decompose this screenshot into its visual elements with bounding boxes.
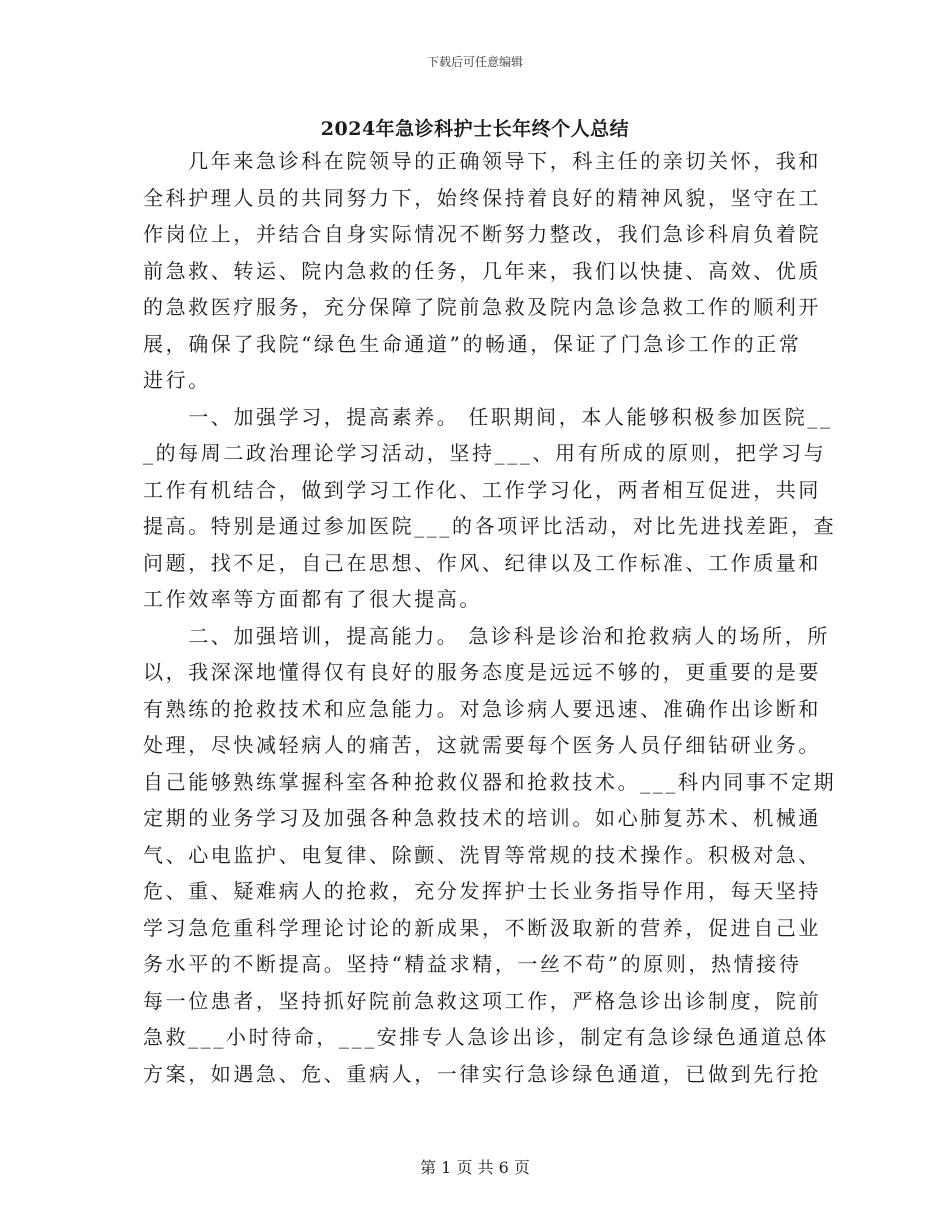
body-line: 气、心电监护、电复律、除颤、洗胃等常规的技术操作。积极对急、: [143, 842, 821, 867]
body-line: 危、重、疑难病人的抢救，充分发挥护士长业务指导作用，每天坚持: [143, 879, 821, 903]
body-line: 工作有机结合，做到学习工作化、工作学习化，两者相互促进，共同: [143, 477, 821, 502]
body-line: 一、加强学习，提高素养。 任职期间，本人能够积极参加医院__: [143, 404, 833, 429]
document-body: [143, 143, 837, 1092]
body-line: 自己能够熟练掌握科室各种抢救仪器和抢救技术。___科内同事不定期: [143, 769, 837, 794]
body-line: 每一位患者，坚持抓好院前急救这项工作，严格急诊出诊制度，院前: [143, 988, 821, 1013]
body-line: 作岗位上，并结合自身实际情况不断努力整改，我们急诊科肩负着院: [143, 222, 821, 246]
body-line: 展，确保了我院“绿色生命通道”的畅通，保证了门急诊工作的正常: [143, 331, 802, 356]
body-line: 方案，如遇急、危、重病人，一律实行急诊绿色通道，已做到先行抢: [143, 1061, 821, 1086]
body-line: 几年来急诊科在院领导的正确领导下，科主任的亲切关怀，我和: [143, 149, 821, 173]
body-line: 的急救医疗服务，充分保障了院前急救及院内急诊急救工作的顺利开: [143, 295, 821, 319]
body-line: 全科护理人员的共同努力下，始终保持着良好的精神风貌，坚守在工: [143, 185, 821, 210]
body-line: 以，我深深地懂得仅有良好的服务态度是远远不够的，更重要的是要: [143, 660, 821, 684]
page-header: 下载后可任意编辑: [426, 55, 523, 69]
document-title: 2024年急诊科护士长年终个人总结: [320, 118, 630, 140]
body-line: 学习急危重科学理论讨论的新成果，不断汲取新的营养，促进自己业: [143, 915, 821, 940]
body-line: 有熟练的抢救技术和应急能力。对急诊病人要迅速、准确作出诊断和: [143, 696, 821, 721]
body-line: 务水平的不断提高。坚持“精益求精，一丝不苟”的原则，热情接待: [143, 952, 802, 976]
page-footer: 第 1 页 共 6 页: [420, 1158, 530, 1177]
body-line: 进行。: [143, 368, 211, 392]
body-line: 处理，尽快减轻病人的痛苦，这就需要每个医务人员仔细钻研业务。: [143, 733, 821, 757]
body-line: 定期的业务学习及加强各种急救技术的培训。如心肺复苏术、机械通: [143, 806, 821, 830]
body-line: 问题，找不足，自己在思想、作风、纪律以及工作标准、工作质量和: [143, 550, 821, 575]
body-line: 工作效率等方面都有了很大提高。: [143, 587, 482, 611]
body-line: 二、加强培训，提高能力。 急诊科是诊治和抢救病人的场所，所: [143, 623, 830, 648]
body-line: 急救___小时待命，___安排专人急诊出诊，制定有急诊绿色通道总体: [143, 1025, 829, 1049]
body-line: 前急救、转运、院内急救的任务，几年来，我们以快捷、高效、优质: [143, 258, 821, 283]
body-line: 提高。特别是通过参加医院___的各项评比活动，对比先进找差距，查: [143, 514, 837, 538]
body-line: _的每周二政治理论学习活动，坚持___、用有所成的原则，把学习与: [143, 441, 827, 465]
